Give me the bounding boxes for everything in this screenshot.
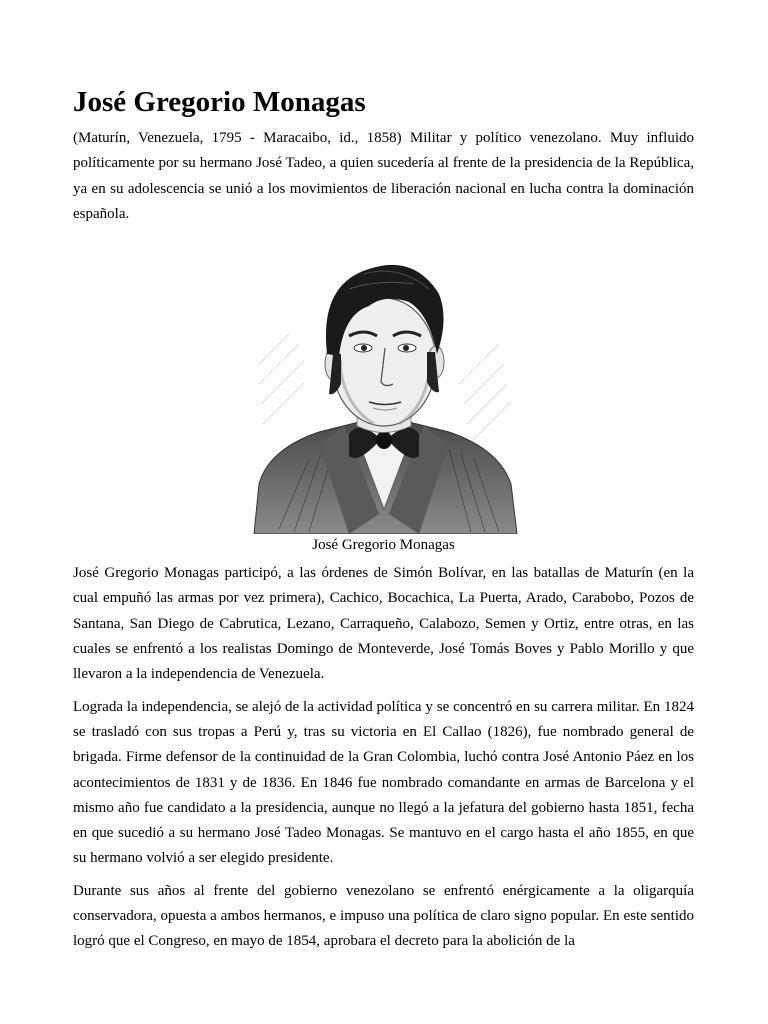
body-paragraph: José Gregorio Monagas participó, a las órdenes de Simón Bolívar, en las batallas de Maturín (en la cual empuñó las armas por vez primera), Cachico, Bocachica, La Puerta, Arado, Carabobo, Pozos de Santana, San Diego de Cabrutica, Lezano, Carraqueño, Calabozo, Semen y Ortiz, entre otras, en las cuales se enfrentó a los realistas Domingo de Monteverde, José Tomás Boves y Pablo Morillo y que llevaron a la independencia de Venezuela.: [73, 565, 694, 683]
figure-caption: José Gregorio Monagas: [312, 537, 455, 554]
portrait-figure: [73, 244, 694, 555]
body-paragraph: Durante sus años al frente del gobierno venezolano se enfrentó enérgicamente a la oligarquía conservadora, opuesta a ambos hermanos, e impuso una política de claro signo popular. En este sentido logró que el Congreso, en mayo de 1854, aprobara el decreto para la abolición de la: [73, 882, 694, 950]
portrait-image: [249, 244, 519, 534]
body-paragraph: Lograda la independencia, se alejó de la actividad política y se concentró en su carrera militar. En 1824 se trasladó con sus tropas a Perú y, tras su victoria en El Callao (1826), fue nombrado general de brigada. Firme defensor de la continuidad de la Gran Colombia, luchó contra José Antonio Páez en los acontecimientos de 1831 y de 1836. En 1846 fue nombrado comandante en armas de Barcelona y el mismo año fue candidato a la presidencia, aunque no llegó a la jefatura del gobierno hasta 1851, fecha en que sucedió a su hermano José Tadeo Monagas. Se mantuvo en el cargo hasta el año 1855, en que su hermano volvió a ser elegido presidente.: [73, 698, 694, 867]
article-title: José Gregorio Monagas: [73, 86, 366, 118]
article: [73, 84, 694, 962]
intro-paragraph: (Maturín, Venezuela, 1795 - Maracaibo, id., 1858) Militar y político venezolano. Muy influido políticamente por su hermano José Tadeo, a quien sucedería al frente de la presidencia de la República, ya en su adolescencia se unió a los movimientos de liberación nacional en lucha contra la dominación española.: [73, 130, 694, 222]
